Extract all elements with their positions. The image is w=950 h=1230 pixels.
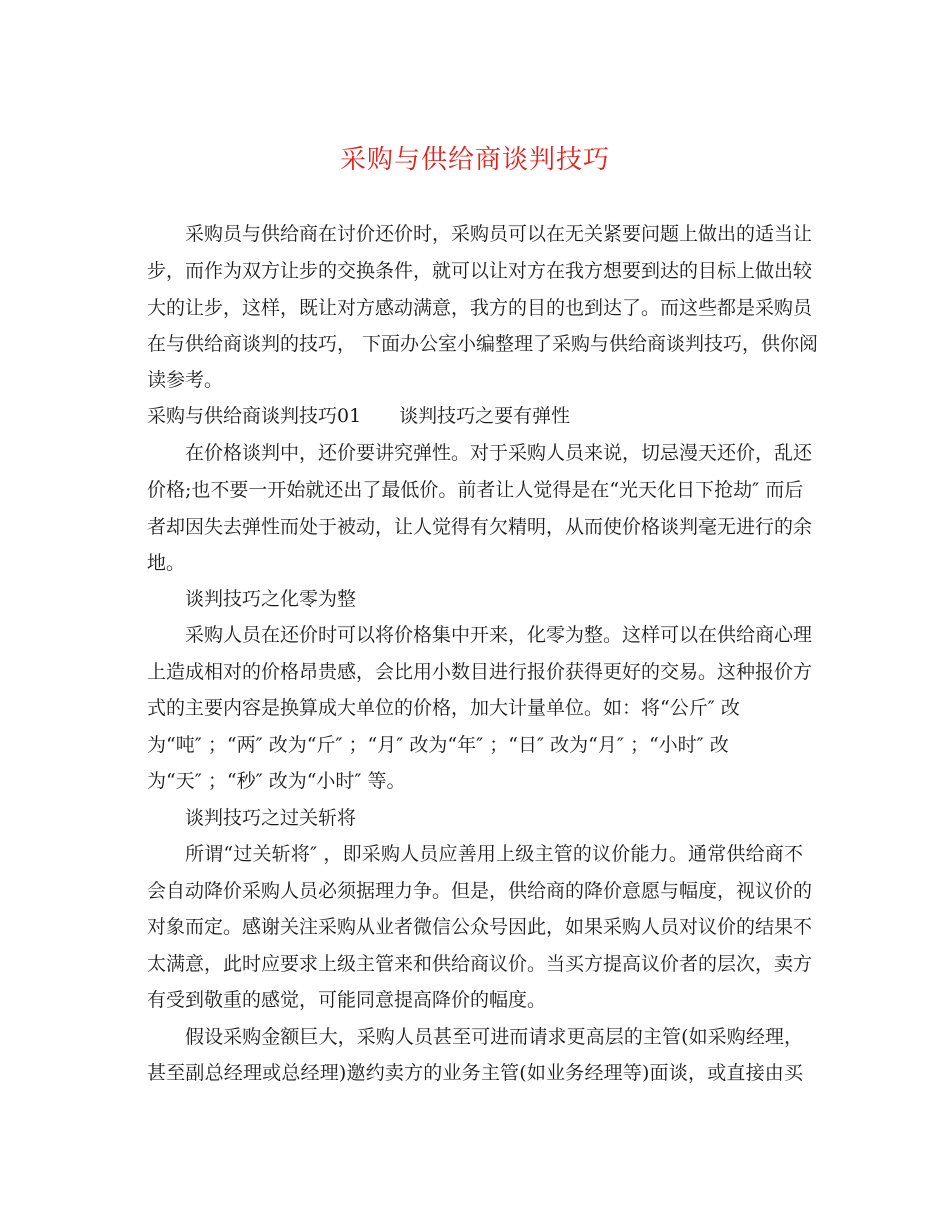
paragraph-line: 上造成相对的价格昂贵感，会比用小数目进行报价获得更好的交易。这种报价方 bbox=[147, 661, 813, 683]
paragraph-line: 采购员与供给商在讨价还价时，采购员可以在无关紧要问题上做出的适当让 bbox=[185, 223, 813, 245]
paragraph-line: 对象而定。感谢关注采购从业者微信公众号因此，如果采购人员对议价的结果不 bbox=[147, 916, 813, 938]
paragraph-line: 有受到敬重的感觉，可能同意提高降价的幅度。 bbox=[147, 989, 547, 1011]
paragraph-line: 太满意，此时应要求上级主管来和供给商议价。当买方提高议价者的层次，卖方 bbox=[147, 953, 813, 975]
paragraph-line: 地。 bbox=[147, 552, 186, 574]
paragraph-line: 式的主要内容是换算成大单位的价格，加大计量单位。如：将“公斤″ 改 bbox=[147, 697, 740, 719]
paragraph-line: 会自动降价采购人员必须据理力争。但是，供给商的降价意愿与幅度，视议价的 bbox=[147, 880, 813, 902]
paragraph-line: 在与供给商谈判的技巧， 下面办公室小编整理了采购与供给商谈判技巧，供你阅 bbox=[147, 333, 819, 355]
paragraph-line: 假设采购金额巨大，采购人员甚至可进而请求更高层的主管(如采购经理， bbox=[185, 1026, 803, 1048]
paragraph-line: 者却因失去弹性而处于被动，让人觉得有欠精明，从而使价格谈判毫无进行的余 bbox=[147, 516, 813, 538]
paragraph-line: 所谓“过关斩将″ ，即采购人员应善用上级主管的议价能力。通常供给商不 bbox=[185, 843, 803, 865]
paragraph-line: 读参考。 bbox=[147, 369, 224, 391]
paragraph-line: 为“天″ ；“秒″ 改为“小时″ 等。 bbox=[147, 770, 406, 792]
paragraph-line: 步，而作为双方让步的交换条件，就可以让对方在我方想要到达的目标上做出较 bbox=[147, 260, 813, 282]
section-heading: 谈判技巧之化零为整 bbox=[185, 588, 357, 610]
paragraph-line: 采购人员在还价时可以将价格集中开来，化零为整。这样可以在供给商心理 bbox=[185, 624, 813, 646]
section-heading: 采购与供给商谈判技巧01 谈判技巧之要有弹性 bbox=[147, 405, 571, 427]
paragraph-line: 价格;也不要一开始就还出了最低价。前者让人觉得是在“光天化日下抢劫″ 而后 bbox=[147, 479, 804, 501]
paragraph-line: 在价格谈判中，还价要讲究弹性。对于采购人员来说，切忌漫天还价，乱还 bbox=[185, 442, 813, 464]
paragraph-line: 甚至副总经理或总经理)邀约卖方的业务主管(如业务经理等)面谈，或直接由买 bbox=[147, 1062, 803, 1084]
document-title: 采购与供给商谈判技巧 bbox=[339, 145, 610, 175]
paragraph-line: 大的让步，这样，既让对方感动满意，我方的目的也到达了。而这些都是采购员 bbox=[147, 297, 813, 319]
paragraph-line: 为“吨″ ；“两″ 改为“斤″ ；“月″ 改为“年″ ；“日″ 改为“月″ ；“小时″ 改 bbox=[147, 734, 729, 756]
section-heading: 谈判技巧之过关斩将 bbox=[185, 807, 357, 829]
